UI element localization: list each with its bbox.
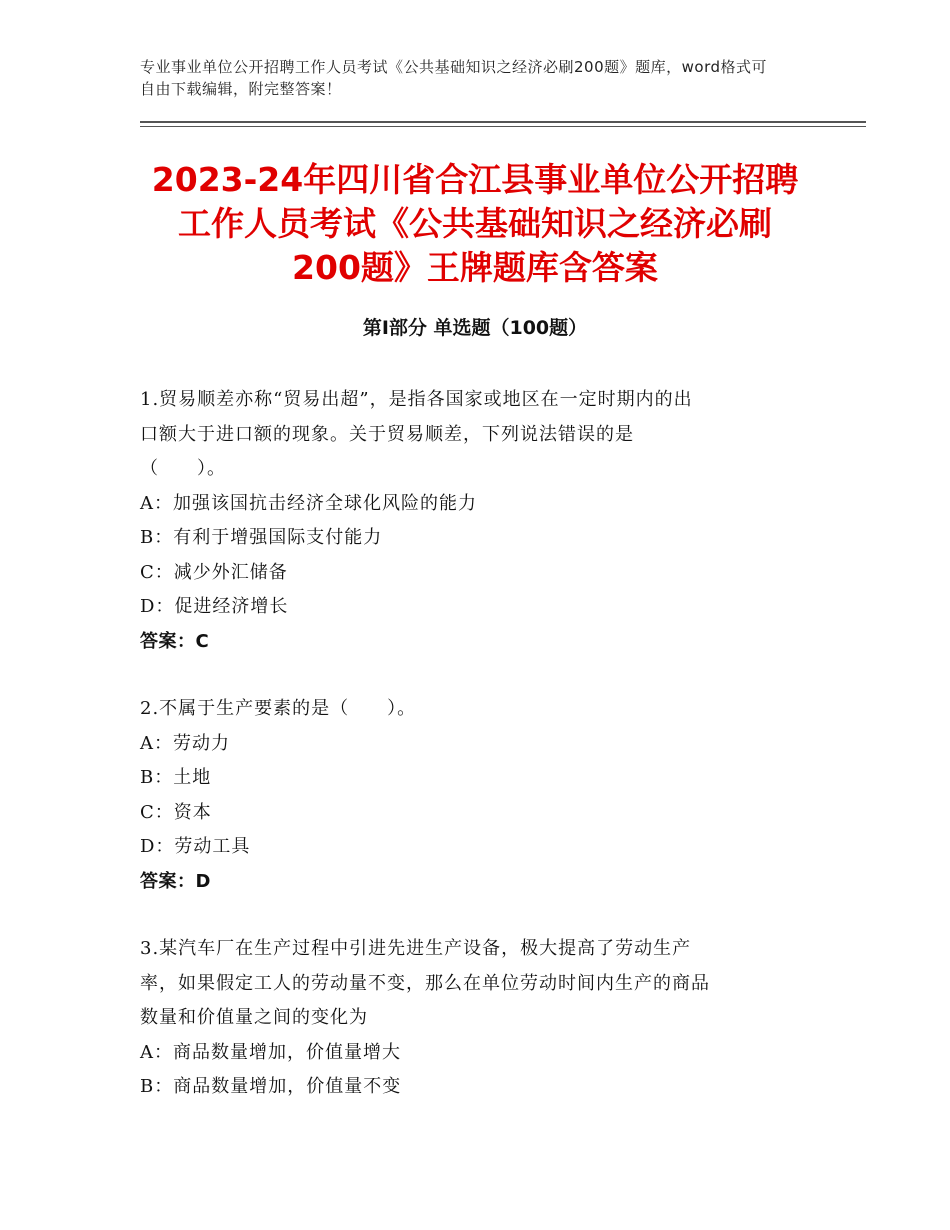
header-rule-thin [140, 126, 866, 127]
question-stem-line: 口额大于进口额的现象。关于贸易顺差，下列说法错误的是 [140, 423, 634, 445]
answer-label: 答案：C [140, 630, 210, 652]
question-stem-line: 1.贸易顺差亦称“贸易出超”，是指各国家或地区在一定时期内的出 [140, 389, 693, 410]
option-d: D：促进经济增长 [140, 596, 289, 617]
header-note: 专业事业单位公开招聘工作人员考试《公共基础知识之经济必刷200题》题库，word格式可自由下载编辑，附完整答案！ [140, 58, 768, 98]
document-title [100, 158, 850, 290]
question-stem-line: （ ）。 [140, 458, 226, 479]
option-c: C：资本 [140, 801, 212, 823]
option-b: B：土地 [140, 767, 212, 788]
question-list [140, 383, 800, 1138]
question-stem-line: 2.不属于生产要素的是（ ）。 [140, 698, 417, 719]
option-d: D：劳动工具 [140, 836, 251, 857]
title-line: 2023-24年四川省合江县事业单位公开招聘 [151, 160, 799, 199]
option-a: A：商品数量增加，价值量增大 [140, 1041, 401, 1063]
answer-label: 答案：D [140, 870, 211, 892]
option-b: B：商品数量增加，价值量不变 [140, 1076, 402, 1097]
option-c: C：减少外汇储备 [140, 561, 288, 583]
option-a: A：加强该国抗击经济全球化风险的能力 [140, 492, 477, 514]
section-title: 第Ⅰ部分 单选题（100题） [362, 317, 588, 339]
option-b: B：有利于增强国际支付能力 [140, 527, 383, 548]
question-stem-line: 率，如果假定工人的劳动量不变，那么在单位劳动时间内生产的商品 [140, 972, 710, 994]
question-stem-line: 3.某汽车厂在生产过程中引进先进生产设备，极大提高了劳动生产 [140, 938, 692, 959]
title-line: 工作人员考试《公共基础知识之经济必刷 [178, 204, 772, 243]
option-a: A：劳动力 [140, 732, 230, 754]
question-1 [140, 383, 800, 659]
question-stem-line: 数量和价值量之间的变化为 [140, 1007, 368, 1028]
title-line: 200题》王牌题库含答案 [292, 248, 658, 287]
question-3 [140, 932, 800, 1105]
header-rule-thick [140, 121, 866, 123]
question-2 [140, 692, 800, 899]
